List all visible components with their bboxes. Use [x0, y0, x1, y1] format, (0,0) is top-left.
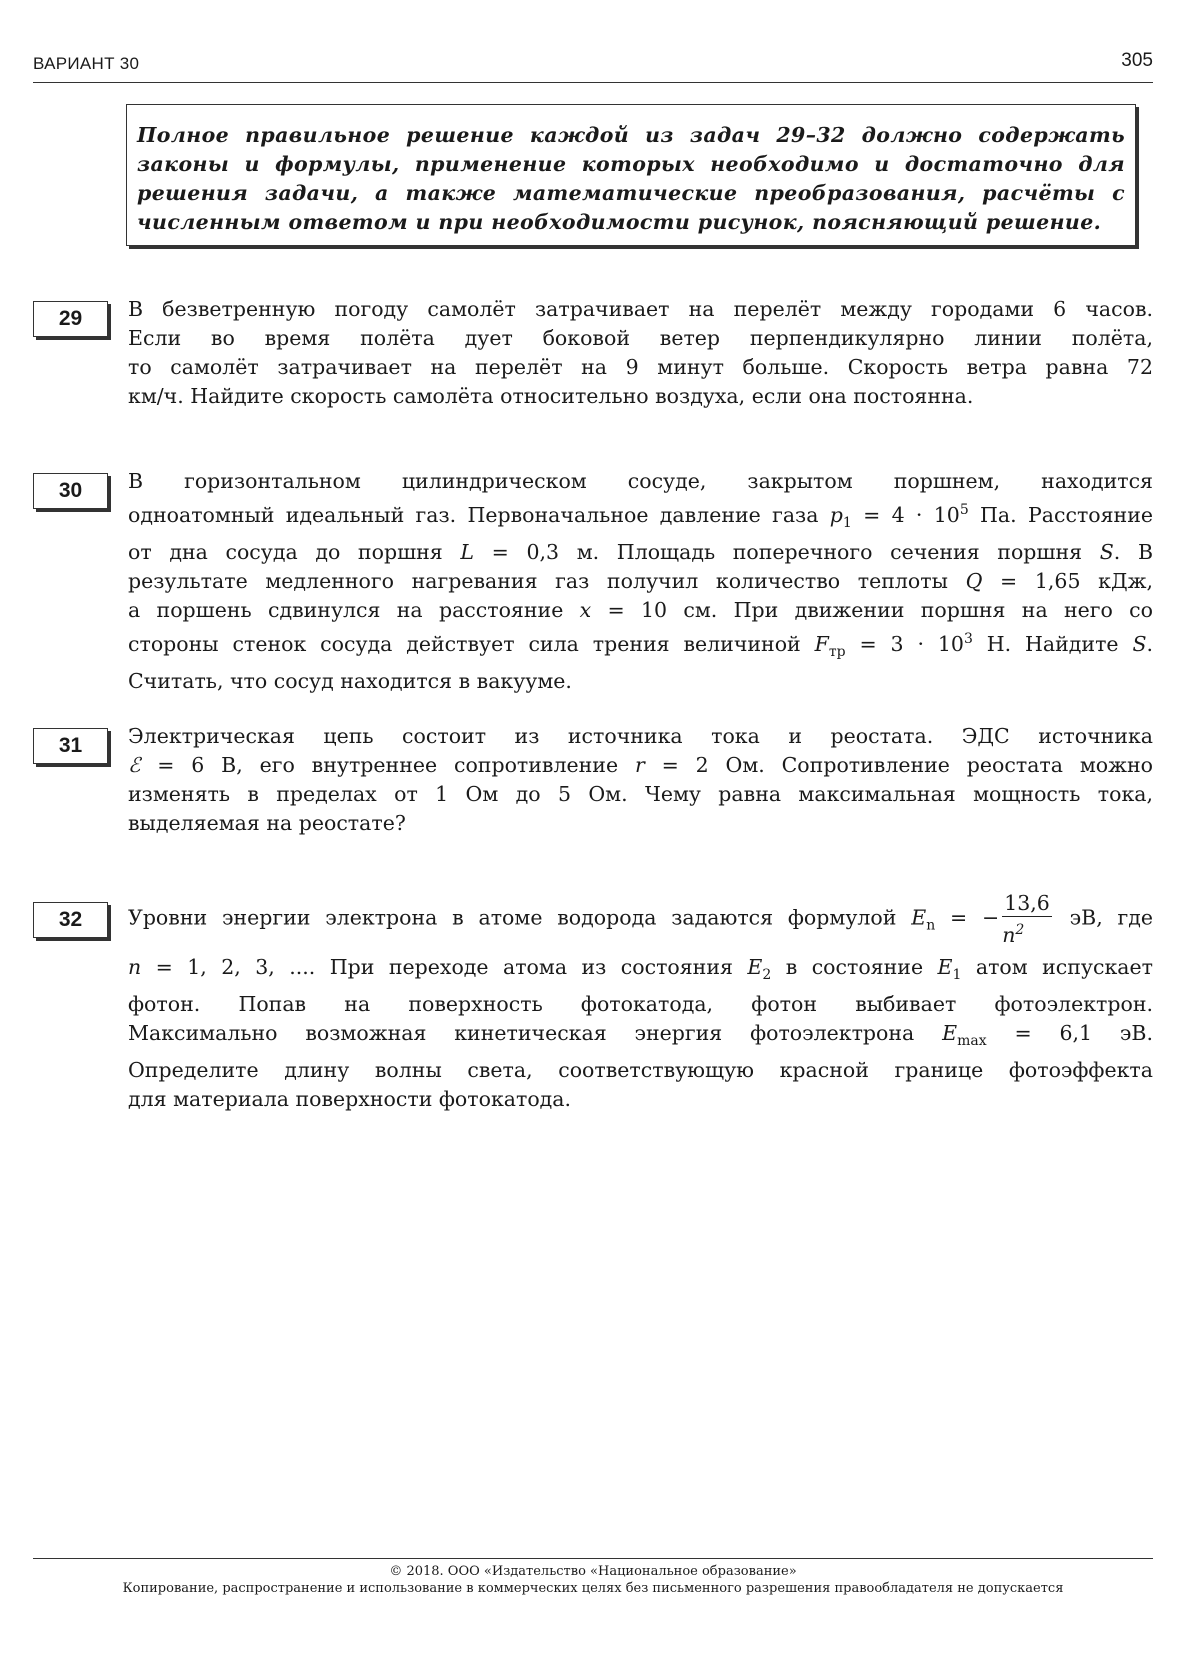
task-text [128, 722, 1153, 838]
text-line: В горизонтальном цилиндрическом сосуде, закрытом поршнем, находится [128, 469, 1153, 493]
task-text [128, 890, 1153, 1114]
copyright-line: © 2018. ООО «Издательство «Национальное образование» [389, 1564, 797, 1579]
energy-fraction: $\frac{13,6}{n^2}$ [1002, 891, 1050, 947]
task-text [128, 295, 1153, 411]
text-line: одноатомный идеальный газ. Первоначальное давление газа $p_1 = 4 \cdot 10^5$ Па. Расстояние [128, 502, 1154, 531]
task-number: 29 [33, 301, 108, 337]
instructions-text: Полное правильное решение каждой из задач 29–32 должно содержать законы и формулы, применение которых необходимо и достаточно для решения задачи, а также математические преобразования, расчёты с численным ответом и при необходимости рисунок, поясняющий решение. [137, 123, 1125, 234]
task-number: 32 [33, 902, 108, 938]
text-line: а поршень сдвинулся на расстояние x = 10 см. При движении поршня на него со [128, 597, 1153, 622]
text-line: фотон. Попав на поверхность фотокатода, фотон выбивает фотоэлектрон. [128, 991, 1153, 1016]
text-line: Считать, что сосуд находится в вакууме. [128, 668, 572, 693]
text-line: выделяемая на реостате? [128, 811, 406, 835]
task-number: 30 [33, 473, 108, 509]
task-number: 31 [33, 728, 108, 764]
page-footer [33, 1558, 1153, 1597]
text-line: изменять в пределах от 1 Ом до 5 Ом. Чему равна максимальная мощность тока, [128, 782, 1153, 806]
text-line: стороны стенок сосуда действует сила трения величиной $F_{тр} = 3 \cdot 10^3$ Н. Найдите S. [128, 630, 1154, 660]
text-line: то самолёт затрачивает на перелёт на 9 минут больше. Скорость ветра равна 72 [128, 355, 1153, 379]
text-line: ℰ = 6 В, его внутреннее сопротивление r = 2 Ом. Сопротивление реостата можно [128, 753, 1153, 777]
text-line: Определите длину волны света, соответствующую красной границе фотоэффекта [128, 1057, 1153, 1082]
text-line: результате медленного нагревания газ получил количество теплоты Q = 1,65 кДж, [128, 568, 1153, 593]
text-line: В безветренную погоду самолёт затрачивает на перелёт между городами 6 часов. [128, 297, 1153, 321]
text-line: км/ч. Найдите скорость самолёта относительно воздуха, если она постоянна. [128, 384, 974, 408]
text-line: от дна сосуда до поршня L = 0,3 м. Площадь поперечного сечения поршня S. В [128, 539, 1154, 564]
text-line: для материала поверхности фотокатода. [128, 1086, 572, 1111]
instructions-box [126, 104, 1136, 246]
variant-label: ВАРИАНТ 30 [33, 54, 140, 73]
text-line: Уровни энергии электрона в атоме водорода задаются формулой $E_n$ = − $\frac{13,6}{n^2}$ эВ, где [128, 891, 1153, 947]
text-line: Если во время полёта дует боковой ветер перпендикулярно линии полёта, [128, 326, 1153, 350]
page-number: 305 [1121, 50, 1153, 71]
page-header [33, 48, 1153, 83]
text-line: Максимально возможная кинетическая энергия фотоэлектрона $E_{max} = 6,1$ эВ. [128, 1020, 1153, 1049]
rights-notice: Копирование, распространение и использование в коммерческих целях без письменного разрешения правообладателя не допускается [122, 1581, 1064, 1596]
task-text [128, 467, 1153, 696]
text-line: n = 1, 2, 3, .... При переходе атома из состояния $E_2$ в состояние $E_1$ атом испускает [128, 954, 1153, 983]
text-line: Электрическая цепь состоит из источника тока и реостата. ЭДС источника [128, 724, 1153, 748]
